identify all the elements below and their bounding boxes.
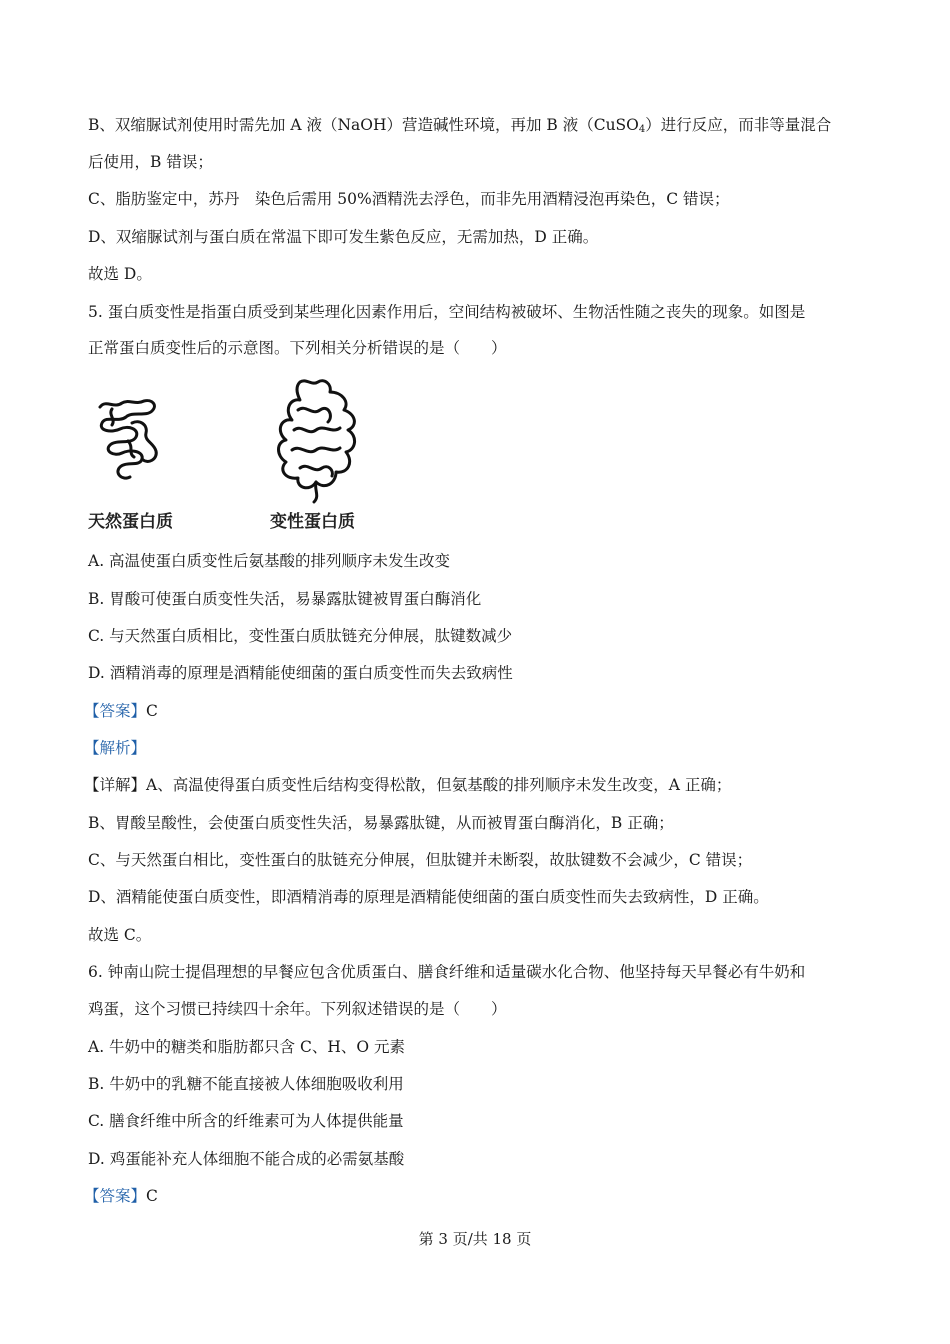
q5-analysis-tag: 【解析】 (84, 739, 147, 757)
answer-tag: 【答案】 (84, 702, 147, 720)
q5-answer: 【答案】C (84, 702, 158, 720)
q5-detail-d: D、酒精能使蛋白质变性，即酒精消毒的原理是酒精能使细菌的蛋白质变性而失去致病性，D 正确。 (88, 888, 769, 906)
page-footer: 第 3 页/共 18 页 (418, 1230, 532, 1248)
q5-stem-line1: 5. 蛋白质变性是指蛋白质受到某些理化因素作用后，空间结构被破坏、生物活性随之丧失的现象。如图是 (88, 303, 806, 321)
denatured-protein-label: 变性蛋白质 (270, 512, 355, 532)
text-line-d: D、双缩脲试剂与蛋白质在常温下即可发生紫色反应，无需加热，D 正确。 (88, 228, 599, 246)
text-line-c: C、脂肪鉴定中，苏丹 染色后需用 50%酒精洗去浮色，而非先用酒精浸泡再染色，C 错误； (88, 190, 730, 208)
denatured-protein-figure (270, 376, 366, 504)
q6-option-d: D. 鸡蛋能补充人体细胞不能合成的必需氨基酸 (88, 1150, 405, 1168)
native-protein-figure (92, 395, 164, 483)
q6-option-a: A. 牛奶中的糖类和脂肪都只含 C、H、O 元素 (88, 1038, 405, 1056)
q5-detail-c: C、与天然蛋白相比，变性蛋白的肽链充分伸展，但肽键并未断裂，故肽键数不会减少，C 错误； (88, 851, 753, 869)
q6-stem-line1: 6. 钟南山院士提倡理想的早餐应包含优质蛋白、膳食纤维和适量碳水化合物、他坚持每天早餐必有牛奶和 (88, 963, 806, 981)
q5-option-d: D. 酒精消毒的原理是酒精能使细菌的蛋白质变性而失去致病性 (88, 664, 513, 682)
text-line-b-part2: 后使用，B 错误； (88, 153, 213, 171)
q6-option-c: C. 膳食纤维中所含的纤维素可为人体提供能量 (88, 1112, 404, 1130)
q5-select: 故选 C。 (88, 926, 152, 944)
q5-detail-b: B、胃酸呈酸性，会使蛋白质变性失活，易暴露肽键，从而被胃蛋白酶消化，B 正确； (88, 814, 674, 832)
answer-tag: 【答案】 (84, 1187, 147, 1205)
q6-answer: 【答案】C (84, 1187, 158, 1205)
q5-option-c: C. 与天然蛋白质相比，变性蛋白质肽链充分伸展，肽键数减少 (88, 627, 513, 645)
text-line-select-d: 故选 D。 (88, 265, 152, 283)
text-line-b-part1: B、双缩脲试剂使用时需先加 A 液（NaOH）营造碱性环境，再加 B 液（CuSO$_4$）进行反应，而非等量混合 (88, 116, 832, 135)
q6-stem-line2: 鸡蛋，这个习惯已持续四十余年。下列叙述错误的是（ ） (88, 1000, 507, 1018)
q6-option-b: B. 牛奶中的乳糖不能直接被人体细胞吸收利用 (88, 1075, 404, 1093)
q5-detail-a: 【详解】A、高温使得蛋白质变性后结构变得松散，但氨基酸的排列顺序未发生改变，A 正确； (84, 776, 732, 794)
q5-option-a: A. 高温使蛋白质变性后氨基酸的排列顺序未发生改变 (88, 552, 451, 570)
q5-option-b: B. 胃酸可使蛋白质变性失活，易暴露肽键被胃蛋白酶消化 (88, 590, 482, 608)
native-protein-label: 天然蛋白质 (88, 512, 173, 532)
q5-stem-line2: 正常蛋白质变性后的示意图。下列相关分析错误的是（ ） (88, 339, 507, 357)
